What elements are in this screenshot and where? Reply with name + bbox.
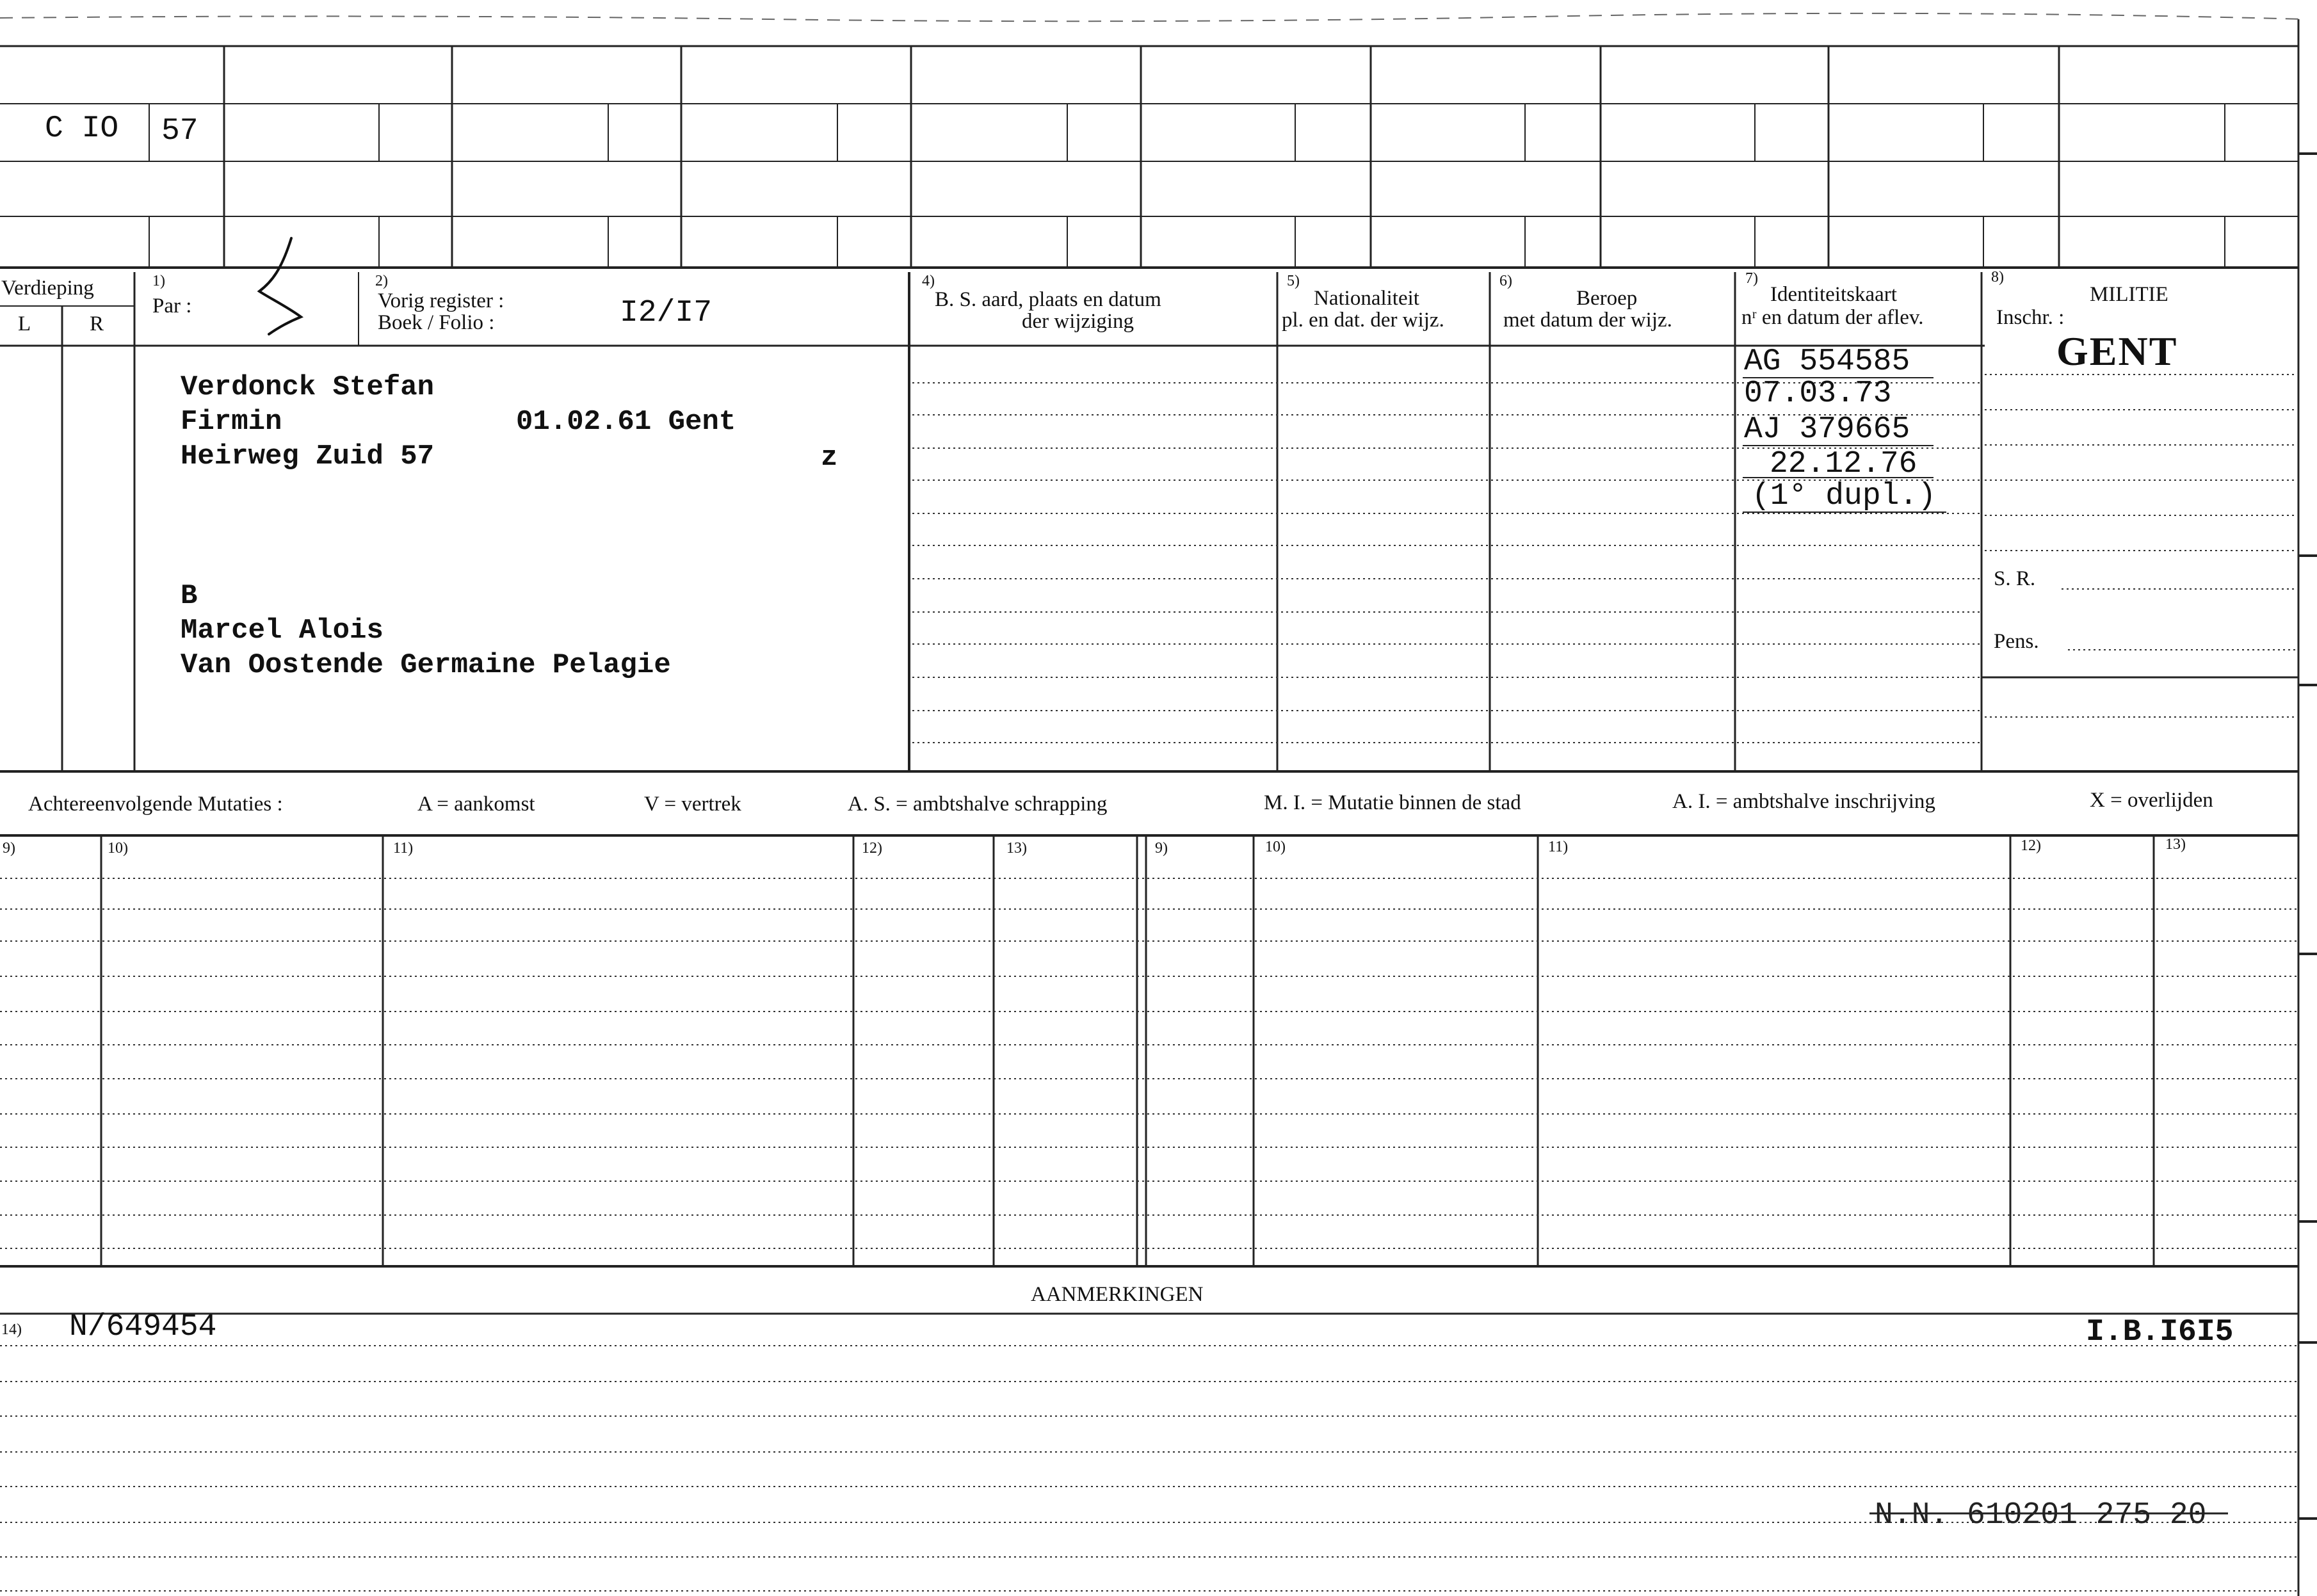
inschr-label: Inschr. : bbox=[1996, 306, 2065, 329]
field-number-6: 6) bbox=[1499, 273, 1512, 289]
par-label: Par : bbox=[152, 294, 192, 318]
idcard-line-5: (1° dupl.) bbox=[1752, 479, 1937, 513]
idcard-line-2: 07.03.73 bbox=[1744, 376, 1892, 411]
mutation-col-12: 12) bbox=[862, 840, 882, 857]
legend-v: V = vertrek bbox=[644, 793, 741, 816]
national-number: N.N. 610201 275 20 bbox=[1875, 1498, 2207, 1533]
field-number-4: 4) bbox=[922, 273, 935, 289]
remarks-code-right: I.B.I6I5 bbox=[2086, 1315, 2234, 1350]
gent-stamp: GENT bbox=[2056, 328, 2178, 374]
verdieping-label: Verdieping bbox=[1, 277, 94, 300]
mutation-col-9b: 9) bbox=[1155, 840, 1168, 857]
person-b-mark: B bbox=[181, 580, 198, 612]
legend-mi: M. I. = Mutatie binnen de stad bbox=[1264, 791, 1521, 814]
vorig-register-label: Vorig register : bbox=[378, 289, 505, 312]
mutation-col-10: 10) bbox=[108, 840, 128, 857]
nationaliteit-sub-label: pl. en dat. der wijz. bbox=[1282, 309, 1444, 332]
legend-ai: A. I. = ambtshalve inschrijving bbox=[1672, 790, 1935, 813]
person-z-mark: z bbox=[821, 442, 838, 474]
person-address: Heirweg Zuid 57 bbox=[181, 440, 435, 472]
mutation-col-12b: 12) bbox=[2021, 837, 2041, 854]
bs-label-line1: B. S. aard, plaats en datum bbox=[935, 288, 1161, 311]
remarks-code-left: N/649454 bbox=[69, 1310, 217, 1344]
mutation-col-9: 9) bbox=[3, 840, 15, 857]
person-birth: 01.02.61 Gent bbox=[516, 406, 736, 438]
boek-folio-value: I2/I7 bbox=[620, 296, 713, 330]
beroep-sub-label: met datum der wijz. bbox=[1503, 309, 1672, 332]
legend-a: A = aankomst bbox=[417, 793, 535, 816]
pens-label: Pens. bbox=[1994, 630, 2039, 653]
identiteitskaart-label: Identiteitskaart bbox=[1770, 283, 1897, 306]
mutation-col-11: 11) bbox=[393, 840, 414, 857]
field-number-14: 14) bbox=[1, 1321, 22, 1338]
person-firstname: Firmin bbox=[181, 406, 282, 438]
boek-folio-label: Boek / Folio : bbox=[378, 311, 495, 334]
legend-as: A. S. = ambtshalve schrapping bbox=[848, 793, 1108, 816]
field-number-1: 1) bbox=[152, 273, 165, 289]
idcard-line-1: AG 554585 bbox=[1744, 344, 1910, 379]
person-mother: Van Oostende Germaine Pelagie bbox=[181, 649, 671, 681]
person-father: Marcel Alois bbox=[181, 615, 383, 647]
register-code-number: 57 bbox=[161, 114, 198, 149]
legend-title: Achtereenvolgende Mutaties : bbox=[28, 793, 283, 816]
sr-label: S. R. bbox=[1994, 567, 2036, 590]
bs-label-line2: der wijziging bbox=[1022, 310, 1134, 333]
verdieping-right-label: R bbox=[90, 312, 104, 335]
mutation-col-13: 13) bbox=[1006, 840, 1027, 857]
nationaliteit-label: Nationaliteit bbox=[1314, 287, 1419, 310]
verdieping-left-label: L bbox=[18, 312, 31, 335]
idcard-line-3: AJ 379665 bbox=[1744, 412, 1910, 447]
aanmerkingen-title: AANMERKINGEN bbox=[1031, 1283, 1204, 1306]
legend-x: X = overlijden bbox=[2090, 789, 2213, 812]
person-name: Verdonck Stefan bbox=[181, 371, 435, 403]
beroep-label: Beroep bbox=[1576, 287, 1638, 310]
field-number-5: 5) bbox=[1287, 273, 1300, 289]
mutation-col-10b: 10) bbox=[1265, 839, 1286, 855]
field-number-7: 7) bbox=[1745, 270, 1758, 287]
idcard-line-4: 22.12.76 bbox=[1770, 447, 1917, 481]
mutation-col-13b: 13) bbox=[2165, 836, 2186, 853]
field-number-8: 8) bbox=[1991, 269, 2004, 286]
identiteitskaart-sub-label: nʳ en datum der aflev. bbox=[1741, 306, 1924, 329]
register-code-prefix: C IO bbox=[45, 111, 119, 146]
field-number-2: 2) bbox=[375, 273, 388, 289]
mutation-col-11b: 11) bbox=[1548, 839, 1569, 855]
militie-label: MILITIE bbox=[2090, 283, 2168, 306]
